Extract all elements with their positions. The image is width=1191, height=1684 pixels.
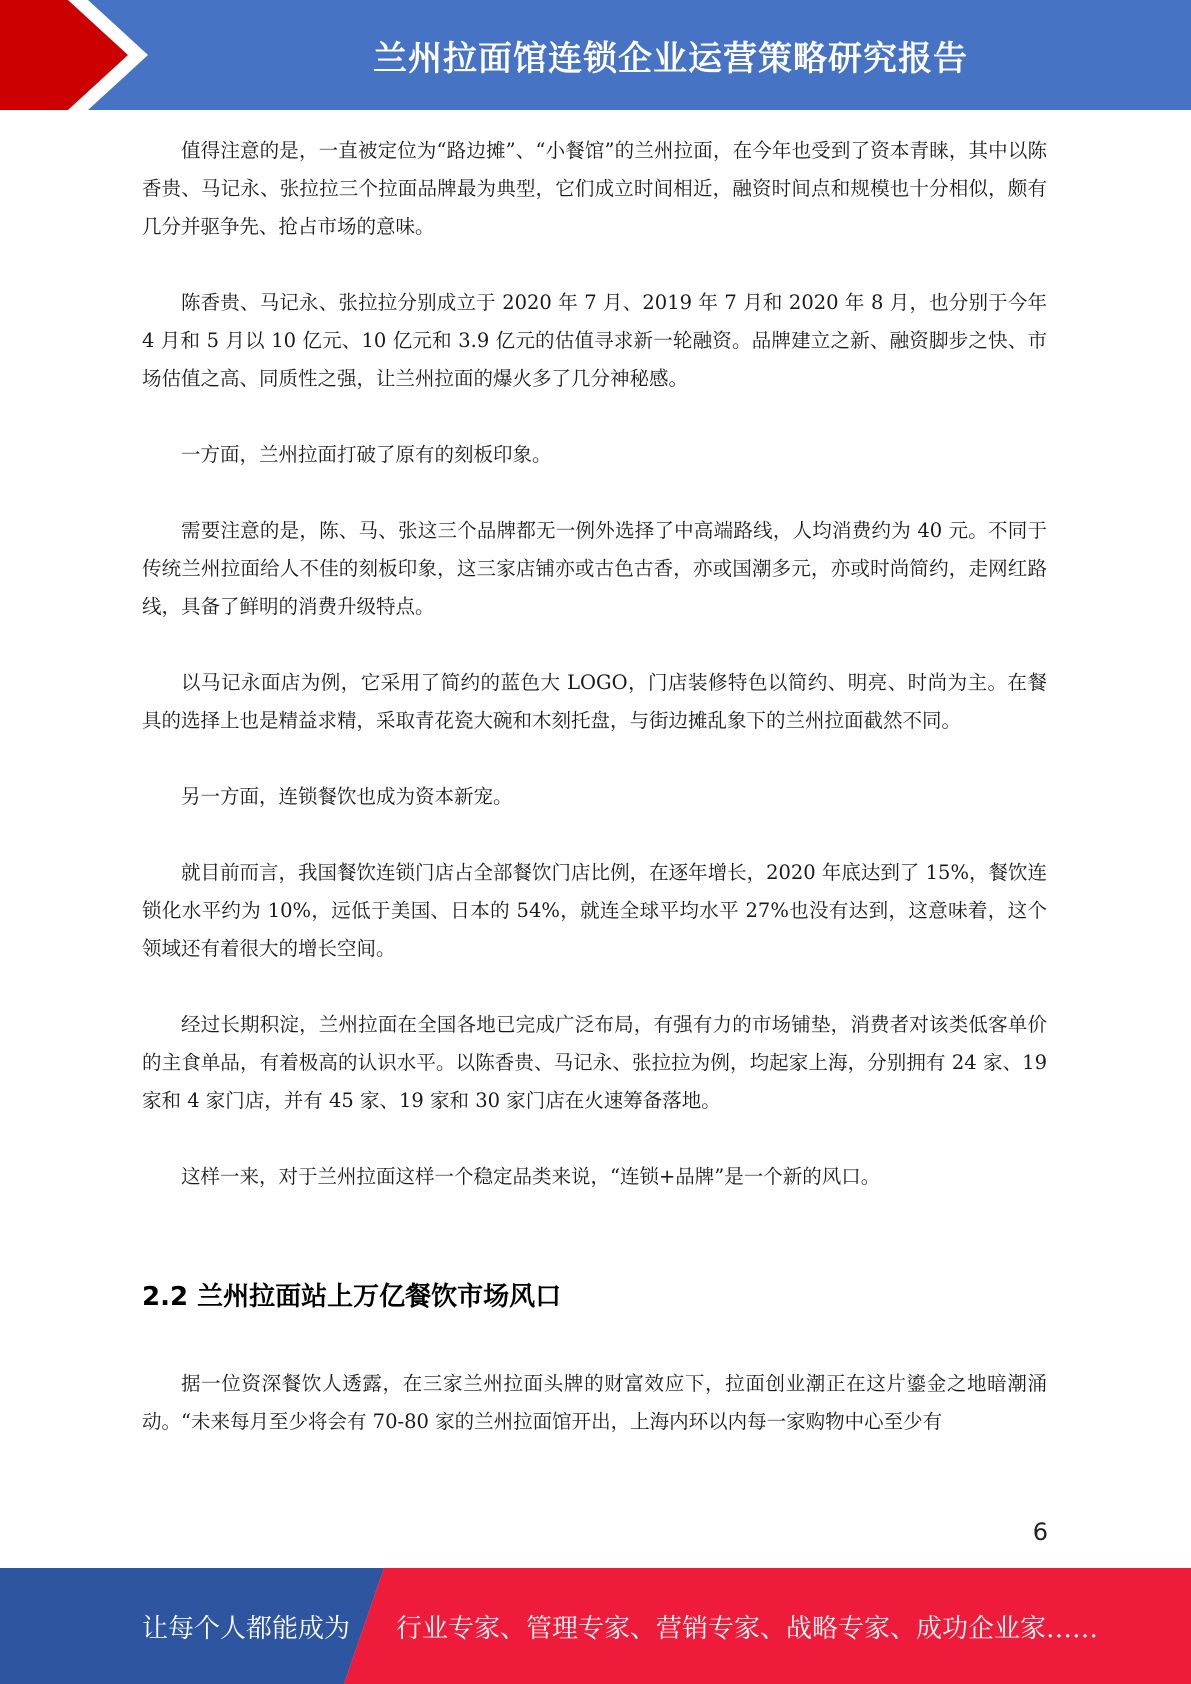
- paragraph: 这样一来，对于兰州拉面这样一个稳定品类来说，“连锁+品牌”是一个新的风口。: [181, 1165, 881, 1188]
- document-title: 兰州拉面馆连锁企业运营策略研究报告: [373, 38, 968, 79]
- page-number: 6: [1032, 1518, 1048, 1546]
- footer-slogan-right: 行业专家、管理专家、营销专家、战略专家、成功企业家……: [396, 1613, 1099, 1644]
- document-body: [142, 132, 1047, 1479]
- paragraph: 需要注意的是，陈、马、张这三个品牌都无一例外选择了中高端路线，人均消费约为 40 元。不同于传统兰州拉面给人不佳的刻板印象，这三家店铺亦或古色古香，亦或国潮多元，亦或时尚简约，走网红路线，具备了鲜明的消费升级特点。: [142, 519, 1047, 618]
- footer-slogan-left: 让每个人都能成为: [142, 1613, 351, 1644]
- paragraph: 据一位资深餐饮人透露，在三家兰州拉面头牌的财富效应下，拉面创业潮正在这片鎏金之地暗潮涌动。“未来每月至少将会有 70-80 家的兰州拉面馆开出，上海内环以内每一家购物中心至少有: [142, 1372, 1047, 1433]
- paragraph: 陈香贵、马记永、张拉拉分别成立于 2020 年 7 月、2019 年 7 月和 2020 年 8 月，也分别于今年 4 月和 5 月以 10 亿元、10 亿元和 3.9 亿元的估值寻求新一轮融资。品牌建立之新、融资脚步之快、市场估值之高、同质性之强，让兰州拉面的爆火多了几分神秘感。: [142, 291, 1047, 390]
- header-banner: [0, 0, 1191, 110]
- paragraph: 就目前而言，我国餐饮连锁门店占全部餐饮门店比例，在逐年增长，2020 年底达到了 15%，餐饮连锁化水平约为 10%，远低于美国、日本的 54%，就连全球平均水平 27%也没有达到，这意味着，这个领域还有着很大的增长空间。: [142, 861, 1047, 960]
- paragraph: 值得注意的是，一直被定位为“路边摊”、“小餐馆”的兰州拉面，在今年也受到了资本青睐，其中以陈香贵、马记永、张拉拉三个拉面品牌最为典型，它们成立时间相近，融资时间点和规模也十分相似，颇有几分并驱争先、抢占市场的意味。: [142, 139, 1047, 238]
- paragraph: 另一方面，连锁餐饮也成为资本新宠。: [181, 785, 513, 808]
- section-heading: 2.2 兰州拉面站上万亿餐饮市场风口: [142, 1282, 562, 1312]
- paragraph: 一方面，兰州拉面打破了原有的刻板印象。: [181, 443, 552, 466]
- paragraph: 经过长期积淀，兰州拉面在全国各地已完成广泛布局，有强有力的市场铺垫，消费者对该类低客单价的主食单品，有着极高的认识水平。以陈香贵、马记永、张拉拉为例，均起家上海，分别拥有 24 家、19 家和 4 家门店，并有 45 家、19 家和 30 家门店在火速筹备落地。: [142, 1013, 1047, 1112]
- paragraph: 以马记永面店为例，它采用了简约的蓝色大 LOGO，门店装修特色以简约、明亮、时尚为主。在餐具的选择上也是精益求精，采取青花瓷大碗和木刻托盘，与街边摊乱象下的兰州拉面截然不同。: [142, 671, 1047, 732]
- footer-banner: [0, 1568, 1191, 1684]
